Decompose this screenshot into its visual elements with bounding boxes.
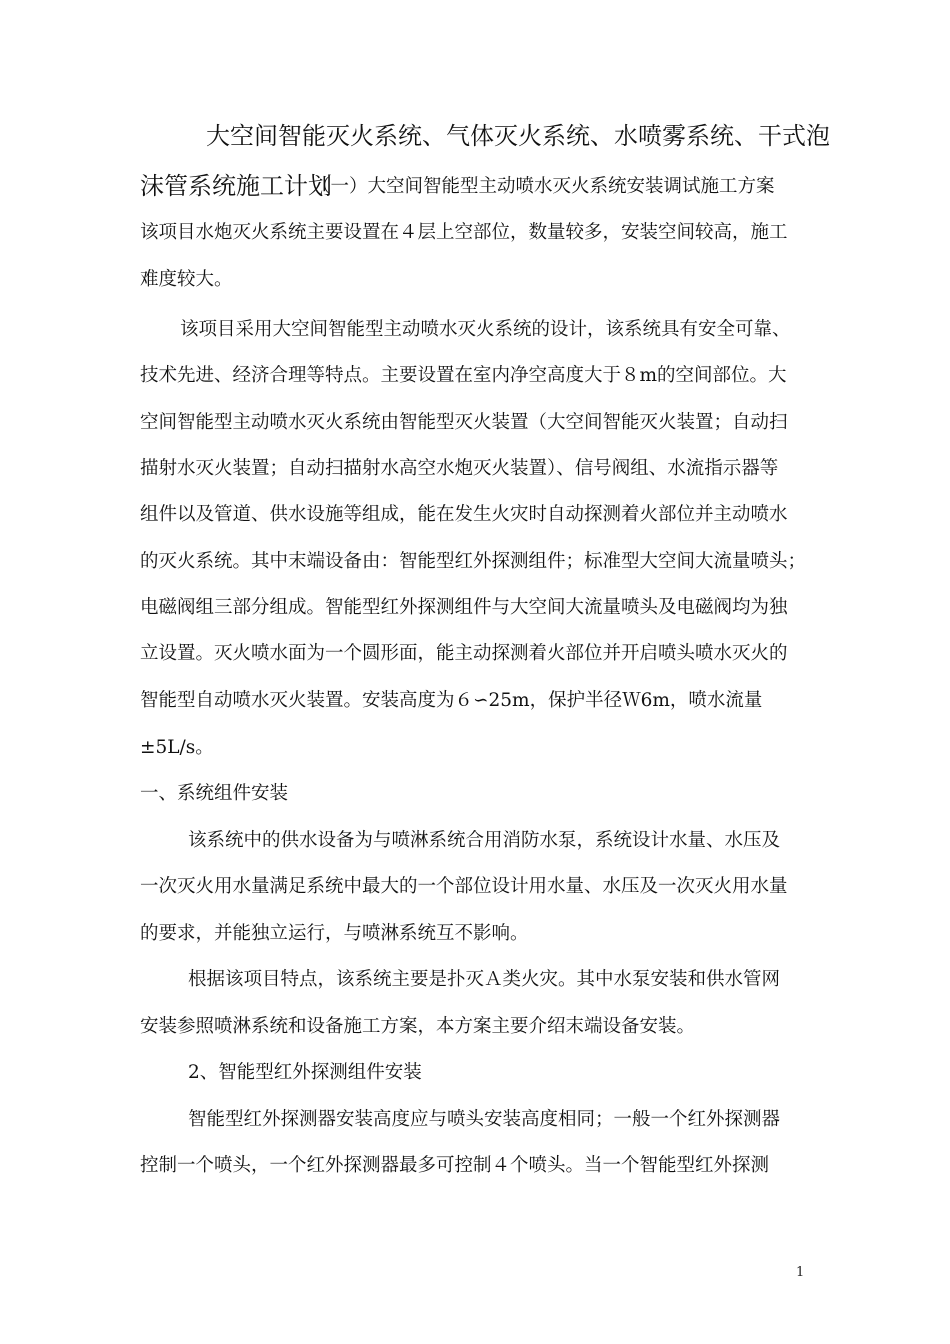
body-line: 安装参照喷淋系统和设备施工方案，本方案主要介绍末端设备安装。 (140, 1016, 696, 1037)
body-line: 难度较大。 (140, 269, 233, 290)
section-heading: 一、系统组件安装 (140, 783, 289, 804)
body-line: 的灭火系统。其中末端设备由：智能型红外探测组件；标准型大空间大流量喷头； (140, 551, 807, 572)
section-heading: （一）大空间智能型主动喷水灭火系统安装调试施工方案 (312, 176, 775, 197)
body-line: 该项目水炮灭火系统主要设置在４层上空部位，数量较多，安装空间较高，施工 (140, 222, 788, 243)
body-line: 该系统中的供水设备为与喷淋系统合用消防水泵，系统设计水量、水压及 (188, 830, 781, 851)
body-line: ±5L/s。 (140, 737, 214, 758)
body-line: 技术先进、经济合理等特点。主要设置在室内净空高度大于８m的空间部位。大 (140, 365, 787, 386)
body-line: 智能型自动喷水灭火装置。安装高度为６∽25m，保护半径Ｗ6m，喷水流量 (140, 690, 763, 711)
body-line: 组件以及管道、供水设施等组成，能在发生火灾时自动探测着火部位并主动喷水 (140, 504, 788, 525)
body-line: 智能型红外探测器安装高度应与喷头安装高度相同；一般一个红外探测器 (188, 1109, 781, 1130)
body-line: 的要求，并能独立运行，与喷淋系统互不影响。 (140, 923, 529, 944)
body-line: 该项目采用大空间智能型主动喷水灭火系统的设计，该系统具有安全可靠、 (180, 319, 791, 340)
title-line-2: 沫管系统施工计划 (140, 172, 332, 200)
body-line: 立设置。灭火喷水面为一个圆形面，能主动探测着火部位并开启喷头喷水灭火的 (140, 643, 788, 664)
title-line-1: 大空间智能灭火系统、气体灭火系统、水喷雾系统、干式泡 (206, 122, 830, 150)
body-line: 根据该项目特点，该系统主要是扑灭Ａ类火灾。其中水泵安装和供水管网 (188, 969, 781, 990)
body-line: 一次灭火用水量满足系统中最大的一个部位设计用水量、水压及一次灭火用水量 (140, 876, 788, 897)
body-line: 描射水灭火装置；自动扫描射水高空水炮灭火装置）、信号阀组、水流指示器等 (140, 458, 779, 479)
body-line: 电磁阀组三部分组成。智能型红外探测组件与大空间大流量喷头及电磁阀均为独 (140, 597, 788, 618)
body-line: 控制一个喷头，一个红外探测器最多可控制４个喷头。当一个智能型红外探测 (140, 1155, 770, 1176)
body-line: 空间智能型主动喷水灭火系统由智能型灭火装置（大空间智能灭火装置；自动扫 (140, 412, 788, 433)
page-number: 1 (796, 1265, 805, 1280)
subsection-heading: 2、智能型红外探测组件安装 (188, 1062, 422, 1083)
